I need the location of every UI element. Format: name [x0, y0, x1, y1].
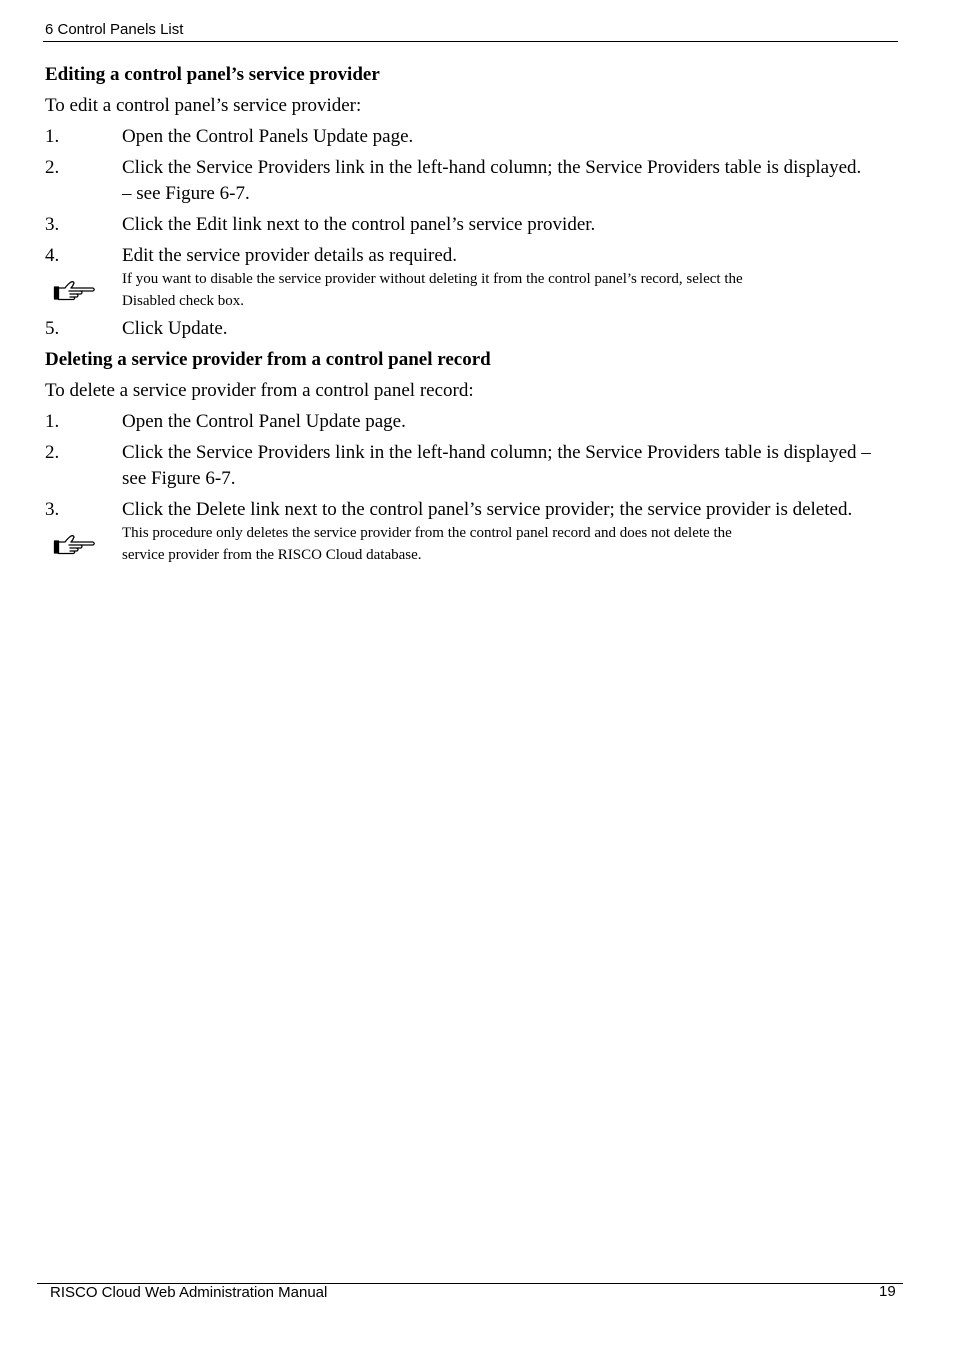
- page-number: 19: [879, 1283, 896, 1300]
- step-number: 3.: [45, 499, 60, 520]
- pointing-hand-icon: [53, 279, 97, 301]
- step-text: Click Update.: [122, 318, 228, 339]
- delete-heading: Deleting a service provider from a control panel record: [45, 349, 491, 370]
- edit-step-2: [45, 155, 875, 207]
- delete-step-1: [45, 409, 875, 435]
- note-text: This procedure only deletes the service provider from the control panel record and does not delete the service provider from the RISCO Cloud database.: [122, 525, 732, 563]
- edit-note: [45, 269, 762, 312]
- edit-heading: Editing a control panel’s service provider: [45, 64, 380, 85]
- step-number: 4.: [45, 245, 60, 266]
- edit-step-4: [45, 243, 875, 269]
- edit-intro: To edit a control panel’s service provider:: [45, 95, 362, 116]
- step-number: 1.: [45, 126, 60, 147]
- footer-title: RISCO Cloud Web Administration Manual: [50, 1284, 328, 1301]
- step-text: Open the Control Panel Update page.: [122, 411, 406, 432]
- step-text: Click the Edit link next to the control panel’s service provider.: [122, 214, 596, 235]
- running-header: 6 Control Panels List: [45, 21, 184, 38]
- edit-step-5: [45, 316, 875, 342]
- step-text: Click the Delete link next to the control panel’s service provider; the service provider is deleted.: [122, 499, 853, 520]
- edit-step-3: [45, 212, 875, 238]
- step-text: Click the Service Providers link in the left-hand column; the Service Providers table is displayed – see Figure 6-7.: [122, 442, 871, 489]
- step-number: 3.: [45, 214, 60, 235]
- step-text: Open the Control Panels Update page.: [122, 126, 414, 147]
- page-content: [45, 62, 875, 570]
- delete-intro: To delete a service provider from a control panel record:: [45, 380, 474, 401]
- delete-note: [45, 523, 762, 566]
- step-text: Edit the service provider details as required.: [122, 245, 458, 266]
- step-number: 1.: [45, 411, 60, 432]
- note-text: If you want to disable the service provider without deleting it from the control panel’s record, select the Disabled check box.: [122, 271, 743, 309]
- step-text: Click the Service Providers link in the left-hand column; the Service Providers table is displayed. – see Figure 6-7.: [122, 157, 862, 204]
- delete-step-2: [45, 440, 875, 492]
- step-number: 5.: [45, 318, 60, 339]
- step-number: 2.: [45, 442, 60, 463]
- delete-step-3: [45, 497, 875, 523]
- header-divider: [43, 41, 898, 42]
- pointing-hand-icon: [53, 533, 97, 555]
- edit-step-1: [45, 124, 875, 150]
- step-number: 2.: [45, 157, 60, 178]
